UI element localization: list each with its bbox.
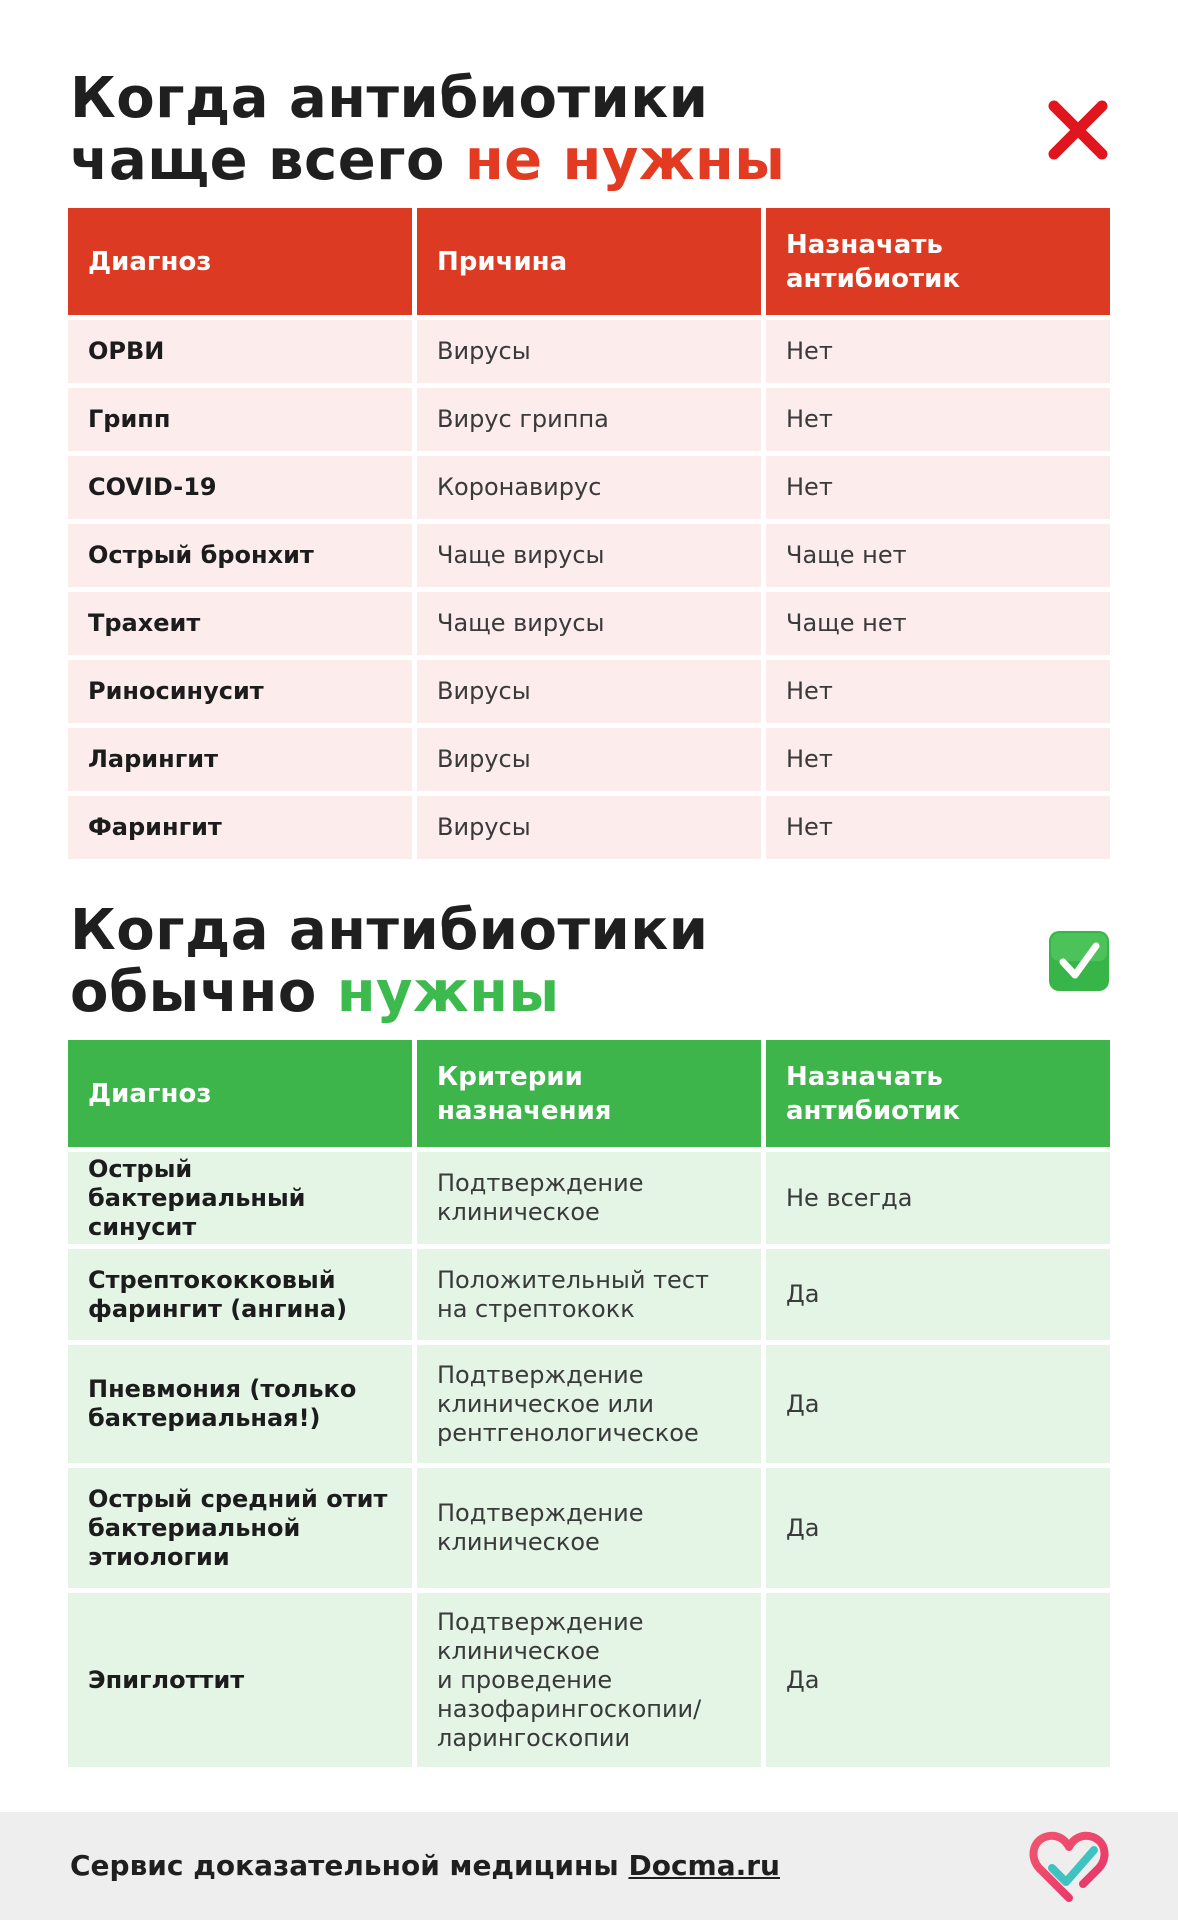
cell-diagnosis: Пневмония (только бактериальная!): [68, 1345, 412, 1463]
cell-reason: Вирусы: [417, 728, 761, 791]
cell-diagnosis: Эпиглоттит: [68, 1593, 412, 1767]
cross-icon: [1046, 98, 1110, 162]
table-row: [68, 388, 1110, 451]
cell-prescribe: Не всегда: [766, 1152, 1110, 1244]
section2-title-line1: Когда антибиотики: [70, 898, 709, 963]
section2-title-prefix: обычно: [70, 960, 337, 1025]
section1-title: [70, 68, 970, 192]
cell-prescribe: Нет: [766, 320, 1110, 383]
footer-caption: Сервис доказательной медицины: [70, 1849, 629, 1882]
cell-diagnosis: ОРВИ: [68, 320, 412, 383]
table-row: [68, 524, 1110, 587]
section2-title: [70, 900, 970, 1024]
cell-prescribe: Да: [766, 1593, 1110, 1767]
header-cell-diagnosis: Диагноз: [68, 208, 412, 315]
cell-diagnosis: Стрептококковый фарингит (ангина): [68, 1249, 412, 1340]
cell-prescribe: Нет: [766, 456, 1110, 519]
cell-diagnosis: Острый бактериальный синусит: [68, 1152, 412, 1244]
cell-reason: Подтверждение клиническое и проведение назофарингоскопии/ ларингоскопии: [417, 1593, 761, 1767]
cell-prescribe: Нет: [766, 728, 1110, 791]
cell-prescribe: Чаще нет: [766, 592, 1110, 655]
table-row: [68, 1152, 1110, 1244]
cell-diagnosis: Ларингит: [68, 728, 412, 791]
check-icon: [1048, 930, 1110, 992]
cell-reason: Вирусы: [417, 660, 761, 723]
table-row: [68, 728, 1110, 791]
header-cell-criteria: Критерии назначения: [417, 1040, 761, 1147]
section2-title-accent: нужны: [336, 960, 560, 1025]
table-row: [68, 660, 1110, 723]
table-row: [68, 796, 1110, 859]
cell-diagnosis: Острый средний отит бактериальной этиологии: [68, 1468, 412, 1588]
cell-diagnosis: Острый бронхит: [68, 524, 412, 587]
table-row: [68, 1593, 1110, 1767]
cell-diagnosis: Риносинусит: [68, 660, 412, 723]
table-antibiotics-needed: [68, 1040, 1110, 1772]
cell-diagnosis: COVID-19: [68, 456, 412, 519]
header-cell-diagnosis: Диагноз: [68, 1040, 412, 1147]
cell-reason: Положительный тест на стрептококк: [417, 1249, 761, 1340]
cell-diagnosis: Трахеит: [68, 592, 412, 655]
cell-prescribe: Нет: [766, 388, 1110, 451]
cell-prescribe: Да: [766, 1345, 1110, 1463]
section1-title-accent: не нужны: [464, 128, 786, 193]
table-row: [68, 456, 1110, 519]
header-cell-prescribe: Назначать антибиотик: [766, 208, 1110, 315]
cell-reason: Чаще вирусы: [417, 592, 761, 655]
cell-reason: Чаще вирусы: [417, 524, 761, 587]
table-row: [68, 320, 1110, 383]
cell-prescribe: Чаще нет: [766, 524, 1110, 587]
footer-text: [70, 1849, 780, 1882]
cell-prescribe: Да: [766, 1468, 1110, 1588]
heart-check-logo-icon: [1028, 1828, 1110, 1904]
table-antibiotics-not-needed: [68, 208, 1110, 864]
cell-diagnosis: Грипп: [68, 388, 412, 451]
cell-prescribe: Да: [766, 1249, 1110, 1340]
cell-reason: Подтверждение клиническое: [417, 1152, 761, 1244]
section1-title-prefix: чаще всего: [70, 128, 465, 193]
footer-link[interactable]: Docma.ru: [628, 1849, 780, 1882]
header-cell-prescribe: Назначать антибиотик: [766, 1040, 1110, 1147]
table-row: [68, 1345, 1110, 1463]
cell-reason: Подтверждение клиническое или рентгенологическое: [417, 1345, 761, 1463]
table-row: [68, 1249, 1110, 1340]
cell-reason: Вирусы: [417, 320, 761, 383]
header-cell-cause: Причина: [417, 208, 761, 315]
cell-reason: Подтверждение клиническое: [417, 1468, 761, 1588]
table-header-row: [68, 208, 1110, 315]
cell-prescribe: Нет: [766, 660, 1110, 723]
table-header-row: [68, 1040, 1110, 1147]
table-row: [68, 592, 1110, 655]
cell-prescribe: Нет: [766, 796, 1110, 859]
footer: [0, 1812, 1178, 1920]
cell-reason: Коронавирус: [417, 456, 761, 519]
section1-title-line1: Когда антибиотики: [70, 66, 709, 131]
table-row: [68, 1468, 1110, 1588]
cell-reason: Вирусы: [417, 796, 761, 859]
cell-reason: Вирус гриппа: [417, 388, 761, 451]
cell-diagnosis: Фарингит: [68, 796, 412, 859]
